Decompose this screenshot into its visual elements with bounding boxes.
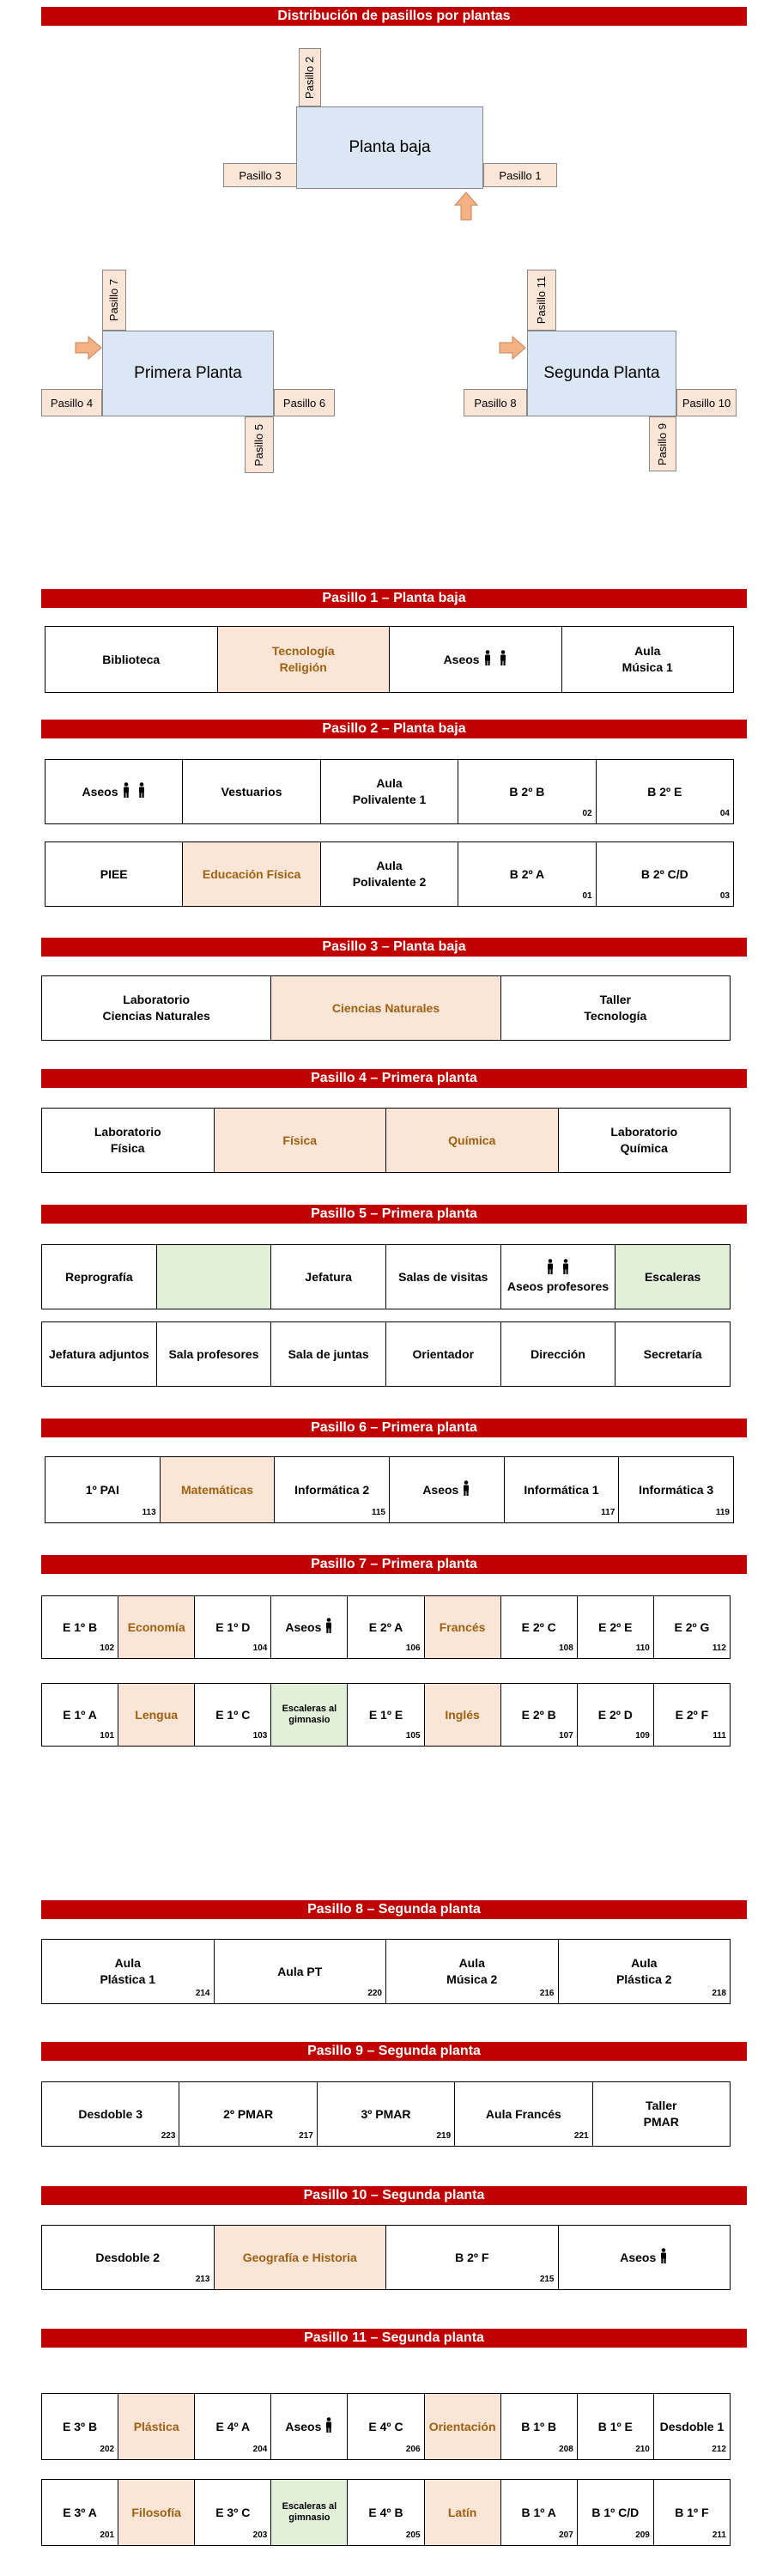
- pasillo-7-marker: Pasillo 7: [102, 270, 126, 331]
- room-p11a-1: [118, 2393, 195, 2460]
- arrow-icon: [453, 191, 479, 222]
- room-p6-4: [504, 1456, 620, 1523]
- room-label: B 1º F: [675, 2505, 709, 2519]
- room-label: 2º PMAR: [223, 2106, 274, 2121]
- room-label: Plástica: [133, 2419, 179, 2433]
- room-p10-3: [558, 2225, 731, 2290]
- room-p2b-2: [320, 841, 458, 907]
- room-p11b-0: [41, 2479, 118, 2546]
- pasillo-2-marker: Pasillo 2: [299, 48, 321, 106]
- plant-planta-baja: Planta baja: [296, 106, 483, 189]
- room-p2a-0: [45, 759, 183, 824]
- room-number: 119: [715, 1508, 730, 1517]
- room-p7a-5: [424, 1595, 501, 1659]
- room-p11b-3: [270, 2479, 348, 2546]
- room-number: 01: [582, 891, 592, 901]
- room-p9-3: [454, 2081, 592, 2147]
- pasillo-3-marker: Pasillo 3: [223, 163, 297, 187]
- room-p9-4: [592, 2081, 731, 2147]
- room-p5b-4: [500, 1321, 616, 1387]
- room-label: Aseos: [285, 2419, 322, 2433]
- room-label: B 2º C/D: [640, 866, 688, 881]
- man-woman-icon: [122, 782, 146, 802]
- room-number: 115: [371, 1508, 385, 1517]
- room-p1-2: [389, 626, 562, 693]
- room-number: 103: [252, 1731, 268, 1741]
- room-number: 210: [635, 2445, 650, 2454]
- pasillo-5-marker: Pasillo 5: [245, 416, 274, 473]
- room-number: 02: [582, 809, 592, 818]
- room-p9-2: [317, 2081, 455, 2147]
- room-p11a-6: [500, 2393, 578, 2460]
- room-p11b-7: [577, 2479, 654, 2546]
- room-p11a-3: [270, 2393, 348, 2460]
- man-icon: [659, 2248, 668, 2268]
- room-label: E 2º E: [598, 1619, 633, 1634]
- room-number: 104: [252, 1643, 268, 1653]
- room-label: Taller Tecnología: [584, 993, 647, 1023]
- room-p8-3: [558, 1939, 731, 2004]
- room-p6-2: [274, 1456, 390, 1523]
- room-p10-0: [41, 2225, 215, 2290]
- room-label: E 2º A: [368, 1619, 403, 1634]
- room-p7a-2: [194, 1595, 271, 1659]
- section-pasillo-1: Pasillo 1 – Planta baja: [41, 589, 747, 608]
- room-p11a-7: [577, 2393, 654, 2460]
- room-p1-0: [45, 626, 218, 693]
- room-label: B 1º E: [597, 2419, 633, 2433]
- room-p9-0: [41, 2081, 179, 2147]
- room-label: Taller PMAR: [643, 2099, 679, 2129]
- room-label: Aula Música 1: [622, 644, 673, 674]
- room-p5b-0: [41, 1321, 157, 1387]
- room-number: 203: [252, 2530, 268, 2540]
- room-label: E 2º D: [597, 1707, 633, 1722]
- room-label: Informática 3: [639, 1482, 714, 1497]
- room-number: 220: [367, 1989, 382, 1998]
- room-label: Matemáticas: [180, 1482, 253, 1497]
- room-label: Laboratorio Química: [610, 1125, 678, 1155]
- room-p5b-1: [156, 1321, 272, 1387]
- room-label: B 1º B: [521, 2419, 557, 2433]
- man-icon: [462, 1480, 470, 1500]
- man-icon: [324, 1618, 333, 1637]
- room-label: Aseos: [422, 1482, 459, 1497]
- room-p11a-2: [194, 2393, 271, 2460]
- section-pasillo-9: Pasillo 9 – Segunda planta: [41, 2042, 747, 2061]
- room-number: 211: [712, 2530, 726, 2540]
- plant-primera: Primera Planta: [102, 331, 274, 416]
- room-number: 04: [719, 809, 730, 818]
- room-p7a-0: [41, 1595, 118, 1659]
- room-p4-0: [41, 1108, 215, 1173]
- room-label: Aseos profesores: [506, 1279, 609, 1293]
- room-p7a-7: [577, 1595, 654, 1659]
- room-label: E 3º B: [62, 2419, 98, 2433]
- room-label: Aula Polivalente 2: [352, 859, 427, 889]
- room-number: 102: [100, 1643, 115, 1653]
- arrow-icon: [74, 335, 103, 361]
- room-label: E 2º G: [674, 1619, 710, 1634]
- arrow-icon: [498, 335, 527, 361]
- room-label: B 2º E: [647, 784, 682, 799]
- room-label: Lengua: [135, 1707, 179, 1722]
- room-number: 202: [100, 2445, 115, 2454]
- room-p4-1: [214, 1108, 387, 1173]
- page-title: Distribución de pasillos por plantas: [41, 7, 747, 26]
- room-number: 215: [539, 2275, 555, 2284]
- room-label: B 2º F: [455, 2250, 489, 2264]
- room-p2b-0: [45, 841, 183, 907]
- room-number: 03: [719, 891, 730, 901]
- man-woman-icon: [546, 1259, 570, 1279]
- room-label: Desdoble 2: [95, 2250, 161, 2264]
- section-pasillo-5: Pasillo 5 – Primera planta: [41, 1205, 747, 1224]
- room-p1-3: [561, 626, 735, 693]
- room-label: Informática 1: [524, 1482, 599, 1497]
- room-p6-3: [389, 1456, 505, 1523]
- room-label: B 1º A: [521, 2505, 556, 2519]
- room-p5a-3: [385, 1244, 501, 1309]
- room-label: E 1º A: [63, 1707, 97, 1722]
- room-p11b-4: [347, 2479, 424, 2546]
- room-label: Jefatura: [305, 1269, 352, 1284]
- room-p3-1: [270, 975, 500, 1041]
- room-p2a-4: [596, 759, 734, 824]
- section-pasillo-6: Pasillo 6 – Primera planta: [41, 1419, 747, 1437]
- section-pasillo-3: Pasillo 3 – Planta baja: [41, 938, 747, 957]
- room-number: 212: [712, 2445, 726, 2454]
- room-label: E 2º C: [521, 1619, 556, 1634]
- room-label: Filosofía: [131, 2505, 181, 2519]
- room-label: Sala profesores: [168, 1346, 259, 1361]
- room-p2a-2: [320, 759, 458, 824]
- room-p5a-5: [615, 1244, 731, 1309]
- section-pasillo-8: Pasillo 8 – Segunda planta: [41, 1900, 747, 1919]
- room-number: 105: [405, 1731, 421, 1741]
- room-p7b-2: [194, 1683, 271, 1747]
- room-label: Aseos: [620, 2250, 657, 2264]
- room-p7b-6: [500, 1683, 578, 1747]
- room-label: E 4º B: [368, 2505, 403, 2519]
- room-label: Orientación: [428, 2419, 496, 2433]
- section-pasillo-7: Pasillo 7 – Primera planta: [41, 1555, 747, 1574]
- room-p2a-1: [182, 759, 320, 824]
- room-label: B 2º B: [509, 784, 545, 799]
- room-p7a-4: [347, 1595, 424, 1659]
- room-label: 1º PAI: [85, 1482, 119, 1497]
- room-label: Aula PT: [277, 1964, 323, 1978]
- room-p7b-4: [347, 1683, 424, 1747]
- room-p4-3: [558, 1108, 731, 1173]
- room-label: Salas de visitas: [398, 1269, 488, 1284]
- room-label: E 1º B: [62, 1619, 98, 1634]
- room-label: E 1º E: [368, 1707, 403, 1722]
- man-woman-icon: [483, 650, 507, 670]
- room-number: 204: [252, 2445, 268, 2454]
- room-number: 206: [405, 2445, 421, 2454]
- room-p11a-8: [653, 2393, 731, 2460]
- room-label: B 1º C/D: [591, 2505, 640, 2519]
- room-p7a-1: [118, 1595, 195, 1659]
- room-number: 108: [559, 1643, 573, 1653]
- room-label: E 2º F: [675, 1707, 709, 1722]
- room-label: Sala de juntas: [288, 1346, 369, 1361]
- room-p3-0: [41, 975, 271, 1041]
- room-p6-5: [618, 1456, 734, 1523]
- section-pasillo-4: Pasillo 4 – Primera planta: [41, 1069, 747, 1088]
- room-label: Aula Música 2: [446, 1956, 498, 1986]
- room-label: Inglés: [445, 1707, 480, 1722]
- room-label: Escaleras al gimnasio: [282, 1704, 337, 1725]
- room-label: Aula Plástica 2: [615, 1956, 672, 1986]
- room-number: 201: [100, 2530, 115, 2540]
- room-number: 219: [436, 2131, 452, 2141]
- room-label: E 2º B: [521, 1707, 556, 1722]
- room-p1-1: [217, 626, 391, 693]
- pasillo-8-marker: Pasillo 8: [464, 389, 527, 416]
- pasillo-9-marker: Pasillo 9: [649, 416, 676, 471]
- room-label: Secretaría: [643, 1346, 702, 1361]
- room-number: 112: [712, 1643, 726, 1653]
- room-label: Orientador: [412, 1346, 475, 1361]
- room-p7b-3: [270, 1683, 348, 1747]
- room-label: PIEE: [100, 866, 128, 881]
- room-label: Escaleras: [644, 1269, 701, 1284]
- room-p5b-3: [385, 1321, 501, 1387]
- room-p7b-8: [653, 1683, 731, 1747]
- room-label: Latín: [447, 2505, 477, 2519]
- room-label: Aula Plástica 1: [100, 1956, 156, 1986]
- man-icon: [324, 2417, 333, 2437]
- room-label: Desdoble 1: [659, 2419, 725, 2433]
- room-number: 107: [559, 1731, 573, 1741]
- room-label: Laboratorio Física: [94, 1125, 161, 1155]
- room-label: Aula Polivalente 1: [352, 776, 427, 806]
- room-number: 106: [405, 1643, 421, 1653]
- room-number: 117: [601, 1508, 615, 1517]
- room-number: 218: [712, 1989, 726, 1998]
- room-p6-0: [45, 1456, 161, 1523]
- room-p7b-5: [424, 1683, 501, 1747]
- room-p8-1: [214, 1939, 387, 2004]
- room-label: E 3º C: [215, 2505, 251, 2519]
- room-p5a-4: [500, 1244, 616, 1309]
- room-p2a-3: [458, 759, 596, 824]
- room-label: Aula Francés: [485, 2106, 561, 2121]
- room-number: 111: [712, 1731, 726, 1741]
- room-label: Física: [282, 1133, 318, 1147]
- room-p7b-7: [577, 1683, 654, 1747]
- pasillo-10-marker: Pasillo 10: [676, 389, 737, 416]
- room-p11b-1: [118, 2479, 195, 2546]
- room-p7a-6: [500, 1595, 578, 1659]
- room-p7a-3: [270, 1595, 348, 1659]
- room-label: Geografía e Historia: [242, 2250, 357, 2264]
- room-label: 3º PMAR: [361, 2106, 411, 2121]
- room-p5b-2: [270, 1321, 386, 1387]
- room-p3-2: [500, 975, 731, 1041]
- room-p2b-3: [458, 841, 596, 907]
- room-number: 221: [573, 2131, 589, 2141]
- room-number: 101: [100, 1731, 115, 1741]
- pasillo-4-marker: Pasillo 4: [41, 389, 102, 416]
- room-label: E 4º C: [368, 2419, 403, 2433]
- room-p11a-5: [424, 2393, 501, 2460]
- room-p10-2: [385, 2225, 559, 2290]
- room-p11b-8: [653, 2479, 731, 2546]
- room-p5b-5: [615, 1321, 731, 1387]
- room-p2b-4: [596, 841, 734, 907]
- section-pasillo-2: Pasillo 2 – Planta baja: [41, 720, 747, 738]
- room-p11b-5: [424, 2479, 501, 2546]
- room-number: 217: [299, 2131, 313, 2141]
- room-p5a-1: [156, 1244, 272, 1309]
- room-label: E 1º C: [215, 1707, 251, 1722]
- room-number: 110: [635, 1643, 650, 1653]
- room-label: Laboratorio Ciencias Naturales: [102, 993, 210, 1023]
- pasillo-11-marker: Pasillo 11: [527, 270, 556, 331]
- section-pasillo-11: Pasillo 11 – Segunda planta: [41, 2329, 747, 2348]
- room-p11a-4: [347, 2393, 424, 2460]
- room-p6-1: [160, 1456, 276, 1523]
- room-label: Aseos: [285, 1619, 322, 1634]
- room-label: B 2º A: [509, 866, 545, 881]
- room-number: 209: [635, 2530, 650, 2540]
- room-p7b-0: [41, 1683, 118, 1747]
- room-number: 113: [142, 1508, 156, 1517]
- room-p5a-2: [270, 1244, 386, 1309]
- room-number: 205: [405, 2530, 421, 2540]
- room-label: E 4º A: [215, 2419, 251, 2433]
- room-label: E 1º D: [215, 1619, 251, 1634]
- plant-segunda: Segunda Planta: [527, 331, 676, 416]
- room-label: Francés: [439, 1619, 486, 1634]
- room-p9-1: [179, 2081, 317, 2147]
- room-p11b-2: [194, 2479, 271, 2546]
- room-number: 207: [559, 2530, 573, 2540]
- room-label: Educación Física: [202, 866, 301, 881]
- pasillo-1-marker: Pasillo 1: [483, 163, 557, 187]
- room-label: Tecnología Religión: [271, 644, 335, 674]
- room-label: Aseos: [443, 652, 480, 666]
- section-pasillo-10: Pasillo 10 – Segunda planta: [41, 2186, 747, 2205]
- room-p5a-0: [41, 1244, 157, 1309]
- room-label: Aseos: [82, 784, 118, 799]
- room-number: 216: [539, 1989, 555, 1998]
- room-p11b-6: [500, 2479, 578, 2546]
- room-number: 109: [635, 1731, 650, 1741]
- room-p8-2: [385, 1939, 559, 2004]
- room-p7a-8: [653, 1595, 731, 1659]
- room-label: Biblioteca: [102, 652, 161, 666]
- room-label: Desdoble 3: [78, 2106, 143, 2121]
- room-number: 208: [559, 2445, 573, 2454]
- room-number: 213: [195, 2275, 210, 2284]
- room-p2b-1: [182, 841, 320, 907]
- room-label: Ciencias Naturales: [331, 1000, 440, 1015]
- room-p7b-1: [118, 1683, 195, 1747]
- room-label: Reprografía: [65, 1269, 133, 1284]
- room-label: Dirección: [531, 1346, 585, 1361]
- room-label: Informática 2: [294, 1482, 370, 1497]
- room-number: 223: [161, 2131, 176, 2141]
- room-p11a-0: [41, 2393, 118, 2460]
- room-label: E 3º A: [63, 2505, 97, 2519]
- pasillo-6-marker: Pasillo 6: [274, 389, 335, 416]
- room-p4-2: [385, 1108, 559, 1173]
- room-number: 214: [195, 1989, 210, 1998]
- room-label: Vestuarios: [221, 784, 282, 799]
- room-label: Escaleras al gimnasio: [282, 2501, 337, 2523]
- room-label: Economía: [127, 1619, 185, 1634]
- room-p8-0: [41, 1939, 215, 2004]
- room-label: Química: [448, 1133, 496, 1147]
- room-label: Jefatura adjuntos: [48, 1346, 149, 1361]
- room-p10-1: [214, 2225, 387, 2290]
